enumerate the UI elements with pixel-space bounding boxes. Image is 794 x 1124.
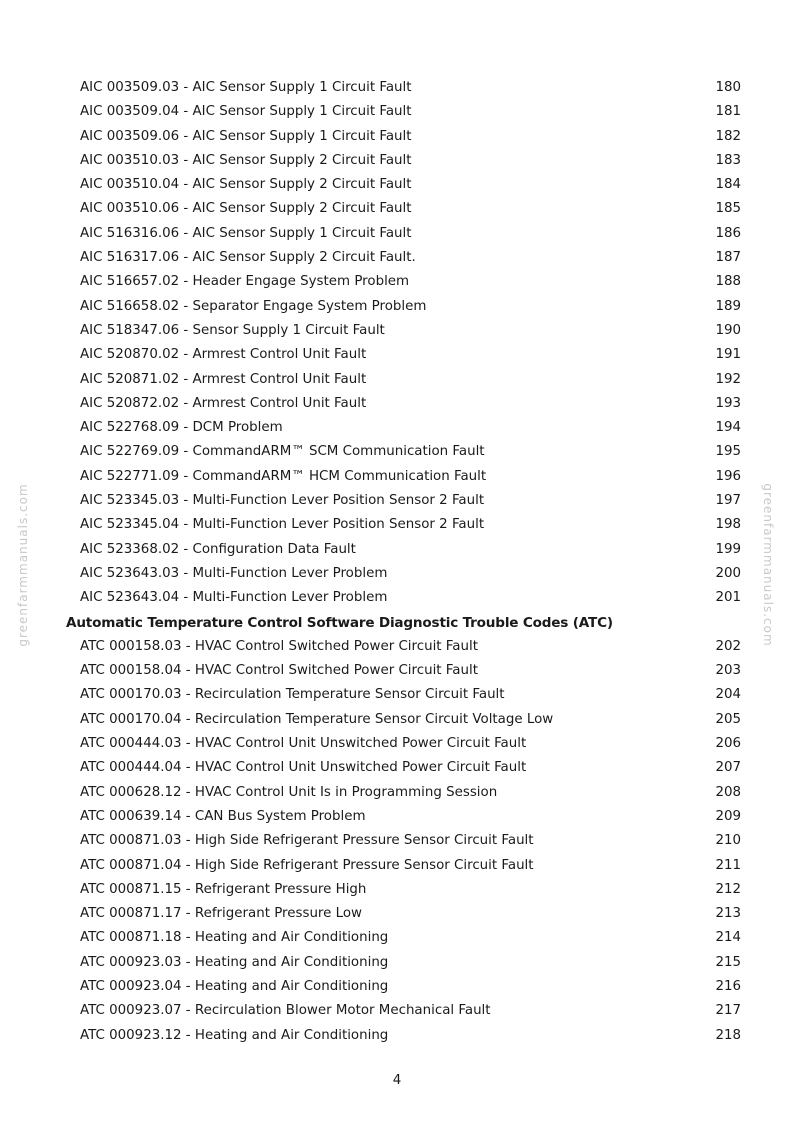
entry-title: ATC 000444.04 - HVAC Control Unit Unswitched Power Circuit Fault — [80, 760, 527, 776]
toc-entry[interactable] — [0, 76, 794, 100]
entry-title: AIC 516316.06 - AIC Sensor Supply 1 Circuit Fault — [80, 225, 412, 241]
toc-entry[interactable] — [0, 149, 794, 173]
toc-entry[interactable] — [0, 854, 794, 878]
toc-entry[interactable] — [0, 173, 794, 197]
entry-title: ATC 000923.03 - Heating and Air Conditioning — [80, 954, 389, 970]
entry-title: AIC 516658.02 - Separator Engage System Problem — [80, 298, 427, 314]
watermark-left: greenfarmmanuals.com — [16, 483, 30, 647]
entry-title: ATC 000158.04 - HVAC Control Switched Power Circuit Fault — [80, 663, 478, 679]
toc-entry[interactable] — [0, 635, 794, 659]
entry-page-number: 193 — [715, 395, 741, 411]
toc-entry[interactable] — [0, 246, 794, 270]
toc-entry[interactable] — [0, 586, 794, 610]
entry-title: AIC 003510.06 - AIC Sensor Supply 2 Circuit Fault — [80, 201, 412, 217]
toc-entry[interactable] — [0, 392, 794, 416]
entry-title: AIC 520870.02 - Armrest Control Unit Fault — [80, 347, 367, 363]
toc-entry[interactable] — [0, 270, 794, 294]
entry-title: AIC 520872.02 - Armrest Control Unit Fault — [80, 395, 367, 411]
entry-title: AIC 520871.02 - Armrest Control Unit Fault — [80, 371, 367, 387]
entry-page-number: 200 — [715, 565, 741, 581]
entry-title: ATC 000923.04 - Heating and Air Conditioning — [80, 978, 389, 994]
toc-entry[interactable] — [0, 197, 794, 221]
page-number: 4 — [392, 1073, 402, 1088]
toc-entry[interactable] — [0, 295, 794, 319]
entry-title: AIC 516317.06 - AIC Sensor Supply 2 Circuit Fault. — [80, 250, 416, 266]
toc-entry[interactable] — [0, 440, 794, 464]
entry-page-number: 203 — [715, 663, 741, 679]
entry-page-number: 181 — [715, 104, 741, 120]
entry-page-number: 192 — [715, 371, 741, 387]
entry-page-number: 215 — [715, 954, 741, 970]
entry-title: AIC 522768.09 - DCM Problem — [80, 420, 283, 436]
entry-title: ATC 000170.04 - Recirculation Temperature Sensor Circuit Voltage Low — [80, 711, 554, 727]
entry-page-number: 184 — [715, 177, 741, 193]
toc-entry[interactable] — [0, 1024, 794, 1048]
entry-title: AIC 003509.03 - AIC Sensor Supply 1 Circuit Fault — [80, 80, 412, 95]
toc-entry[interactable] — [0, 368, 794, 392]
entry-page-number: 185 — [715, 201, 741, 217]
entry-page-number: 205 — [715, 711, 741, 727]
entry-title: ATC 000871.18 - Heating and Air Conditioning — [80, 930, 389, 946]
entry-page-number: 183 — [715, 152, 741, 168]
section-title: Automatic Temperature Control Software Diagnostic Trouble Codes (ATC) — [66, 614, 613, 631]
toc-entry[interactable] — [0, 465, 794, 489]
entry-title: ATC 000871.15 - Refrigerant Pressure High — [80, 881, 367, 897]
toc-entry[interactable] — [0, 513, 794, 537]
entry-page-number: 202 — [715, 638, 741, 654]
toc-entry[interactable] — [0, 538, 794, 562]
entry-page-number: 214 — [715, 930, 741, 946]
table-of-contents — [0, 76, 794, 1048]
entry-title: AIC 523643.04 - Multi-Function Lever Problem — [80, 590, 388, 606]
entry-title: AIC 003510.04 - AIC Sensor Supply 2 Circuit Fault — [80, 177, 412, 193]
entry-page-number: 206 — [715, 736, 741, 752]
entry-title: AIC 522769.09 - CommandARM™ SCM Communication Fault — [80, 444, 485, 460]
toc-entry[interactable] — [0, 222, 794, 246]
entry-page-number: 218 — [715, 1027, 741, 1043]
toc-entry[interactable] — [0, 708, 794, 732]
entry-page-number: 207 — [715, 760, 741, 776]
entry-page-number: 187 — [715, 250, 741, 266]
entry-page-number: 216 — [715, 978, 741, 994]
entry-page-number: 217 — [715, 1003, 741, 1019]
toc-entry[interactable] — [0, 732, 794, 756]
entry-title: ATC 000923.07 - Recirculation Blower Motor Mechanical Fault — [80, 1003, 491, 1019]
toc-entry[interactable] — [0, 562, 794, 586]
entry-page-number: 210 — [715, 833, 741, 849]
toc-entry[interactable] — [0, 319, 794, 343]
entry-title: ATC 000639.14 - CAN Bus System Problem — [80, 808, 366, 824]
entry-page-number: 189 — [715, 298, 741, 314]
entry-title: AIC 523643.03 - Multi-Function Lever Problem — [80, 565, 388, 581]
toc-entry[interactable] — [0, 125, 794, 149]
entry-title: AIC 523345.04 - Multi-Function Lever Position Sensor 2 Fault — [80, 517, 485, 533]
entry-page-number: 204 — [715, 687, 741, 703]
toc-entry[interactable] — [0, 902, 794, 926]
entry-title: ATC 000871.03 - High Side Refrigerant Pressure Sensor Circuit Fault — [80, 833, 534, 849]
toc-entry[interactable] — [0, 878, 794, 902]
entry-title: AIC 523345.03 - Multi-Function Lever Position Sensor 2 Fault — [80, 493, 485, 509]
toc-entry[interactable] — [0, 416, 794, 440]
entry-title: AIC 003510.03 - AIC Sensor Supply 2 Circuit Fault — [80, 152, 412, 168]
toc-entry[interactable] — [0, 756, 794, 780]
entry-title: AIC 522771.09 - CommandARM™ HCM Communication Fault — [80, 468, 487, 484]
toc-section-heading[interactable] — [0, 611, 794, 635]
entry-page-number: 211 — [715, 857, 741, 873]
toc-entry[interactable] — [0, 659, 794, 683]
entry-page-number: 201 — [715, 590, 741, 606]
entry-page-number: 209 — [715, 808, 741, 824]
entry-title: ATC 000871.04 - High Side Refrigerant Pressure Sensor Circuit Fault — [80, 857, 534, 873]
toc-entry[interactable] — [0, 489, 794, 513]
toc-entry[interactable] — [0, 805, 794, 829]
entry-page-number: 197 — [715, 493, 741, 509]
entry-page-number: 191 — [715, 347, 741, 363]
entry-page-number: 188 — [715, 274, 741, 290]
entry-page-number: 196 — [715, 468, 741, 484]
entry-title: ATC 000170.03 - Recirculation Temperature Sensor Circuit Fault — [80, 687, 505, 703]
entry-page-number: 208 — [715, 784, 741, 800]
entry-page-number: 199 — [715, 541, 741, 557]
entry-title: AIC 003509.04 - AIC Sensor Supply 1 Circuit Fault — [80, 104, 412, 120]
entry-page-number: 186 — [715, 225, 741, 241]
toc-entry[interactable] — [0, 999, 794, 1023]
toc-entry[interactable] — [0, 781, 794, 805]
toc-entry[interactable] — [0, 926, 794, 950]
toc-entry[interactable] — [0, 951, 794, 975]
entry-title: ATC 000628.12 - HVAC Control Unit Is in Programming Session — [80, 784, 498, 800]
toc-entry[interactable] — [0, 975, 794, 999]
entry-title: ATC 000158.03 - HVAC Control Switched Power Circuit Fault — [80, 638, 478, 654]
entry-title: AIC 518347.06 - Sensor Supply 1 Circuit Fault — [80, 322, 385, 338]
entry-page-number: 213 — [715, 906, 741, 922]
entry-page-number: 180 — [715, 80, 741, 95]
entry-title: ATC 000923.12 - Heating and Air Conditioning — [80, 1027, 389, 1043]
entry-page-number: 198 — [715, 517, 741, 533]
watermark-right: greenfarmmanuals.com — [761, 483, 775, 647]
entry-page-number: 212 — [715, 881, 741, 897]
entry-page-number: 195 — [715, 444, 741, 460]
entry-page-number: 190 — [715, 322, 741, 338]
toc-entry[interactable] — [0, 683, 794, 707]
entry-title: AIC 003509.06 - AIC Sensor Supply 1 Circuit Fault — [80, 128, 412, 144]
entry-page-number: 182 — [715, 128, 741, 144]
toc-entry[interactable] — [0, 829, 794, 853]
entry-title: ATC 000444.03 - HVAC Control Unit Unswitched Power Circuit Fault — [80, 736, 527, 752]
toc-entry[interactable] — [0, 100, 794, 124]
entry-title: AIC 516657.02 - Header Engage System Problem — [80, 274, 410, 290]
entry-title: AIC 523368.02 - Configuration Data Fault — [80, 541, 356, 557]
toc-entry[interactable] — [0, 343, 794, 367]
entry-page-number: 194 — [715, 420, 741, 436]
entry-title: ATC 000871.17 - Refrigerant Pressure Low — [80, 906, 363, 922]
